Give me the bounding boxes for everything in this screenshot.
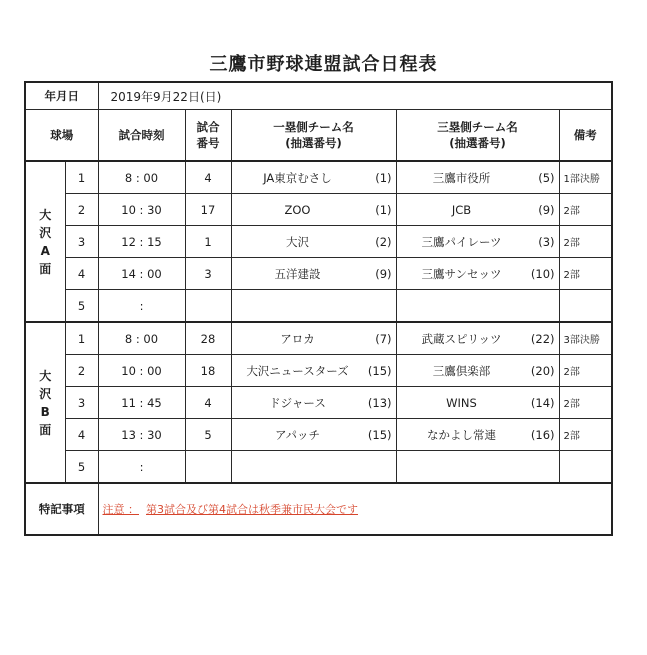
venue-label: 大 沢 A 面 [25,161,65,322]
table-row [25,290,612,323]
header-game-number: 試合 番号 [185,110,231,162]
game-time: 12 : 15 [98,226,185,258]
third-base-team: 武蔵スピリッツ (22) [396,322,559,355]
game-time: : [98,290,185,323]
game-number: 4 [185,161,231,194]
row-number: 2 [65,194,98,226]
game-number: 5 [185,419,231,451]
third-base-team: 三鷹サンセッツ (10) [396,258,559,290]
third-base-team: 三鷹市役所 (5) [396,161,559,194]
game-number [185,451,231,484]
game-number: 3 [185,258,231,290]
first-base-team: ZOO (1) [231,194,396,226]
first-base-team: アロカ (7) [231,322,396,355]
remarks-cell: 2部 [559,226,612,258]
date-label: 年月日 [25,82,98,110]
row-number: 4 [65,419,98,451]
third-base-team [396,290,559,323]
table-row [25,355,612,387]
game-time: 8 : 00 [98,161,185,194]
first-base-team: ドジャース (13) [231,387,396,419]
game-time: 13 : 30 [98,419,185,451]
game-time: 10 : 00 [98,355,185,387]
date-value: 2019年9月22日(日) [98,82,612,110]
game-number: 28 [185,322,231,355]
game-time: 11 : 45 [98,387,185,419]
third-base-team: JCB (9) [396,194,559,226]
table-row [25,322,612,355]
table-row [25,258,612,290]
row-number: 3 [65,226,98,258]
table-row [25,226,612,258]
third-base-team: なかよし常連 (16) [396,419,559,451]
first-base-team: 大沢ニュースターズ (15) [231,355,396,387]
row-number: 1 [65,161,98,194]
row-number: 5 [65,290,98,323]
game-time: 8 : 00 [98,322,185,355]
header-row [25,110,612,162]
first-base-team: 大沢 (2) [231,226,396,258]
row-number: 4 [65,258,98,290]
header-first-base: 一塁側チーム名 (抽選番号) [231,110,396,162]
table-row [25,419,612,451]
remarks-cell: 3部決勝 [559,322,612,355]
game-number: 4 [185,387,231,419]
table-row [25,161,612,194]
remarks-cell: 2部 [559,355,612,387]
game-number [185,290,231,323]
first-base-team: JA東京むさし (1) [231,161,396,194]
special-notes-text: 注意 ： 第3試合及び第4試合は秋季兼市民大会です [98,483,612,535]
game-number: 18 [185,355,231,387]
game-number: 17 [185,194,231,226]
first-base-team: 五洋建設 (9) [231,258,396,290]
remarks-cell: 2部 [559,419,612,451]
remarks-cell: 2部 [559,194,612,226]
special-notes-row [25,483,612,535]
third-base-team: WINS (14) [396,387,559,419]
remarks-cell: 1部決勝 [559,161,612,194]
game-time: : [98,451,185,484]
schedule-table [24,81,613,536]
row-number: 3 [65,387,98,419]
third-base-team [396,451,559,484]
third-base-team: 三鷹パイレーツ (3) [396,226,559,258]
remarks-cell [559,451,612,484]
first-base-team: アパッチ (15) [231,419,396,451]
remarks-cell [559,290,612,323]
header-remarks: 備考 [559,110,612,162]
game-time: 10 : 30 [98,194,185,226]
header-time: 試合時刻 [98,110,185,162]
venue-label: 大 沢 B 面 [25,322,65,483]
table-row [25,451,612,484]
header-field: 球場 [25,110,98,162]
game-number: 1 [185,226,231,258]
row-number: 5 [65,451,98,484]
first-base-team [231,451,396,484]
row-number: 2 [65,355,98,387]
third-base-team: 三鷹倶楽部 (20) [396,355,559,387]
page-title: 三鷹市野球連盟試合日程表 [209,54,438,75]
header-third-base: 三塁側チーム名 (抽選番号) [396,110,559,162]
special-notes-label: 特記事項 [25,483,98,535]
remarks-cell: 2部 [559,387,612,419]
first-base-team [231,290,396,323]
table-row [25,387,612,419]
game-time: 14 : 00 [98,258,185,290]
row-number: 1 [65,322,98,355]
remarks-cell: 2部 [559,258,612,290]
table-row [25,194,612,226]
